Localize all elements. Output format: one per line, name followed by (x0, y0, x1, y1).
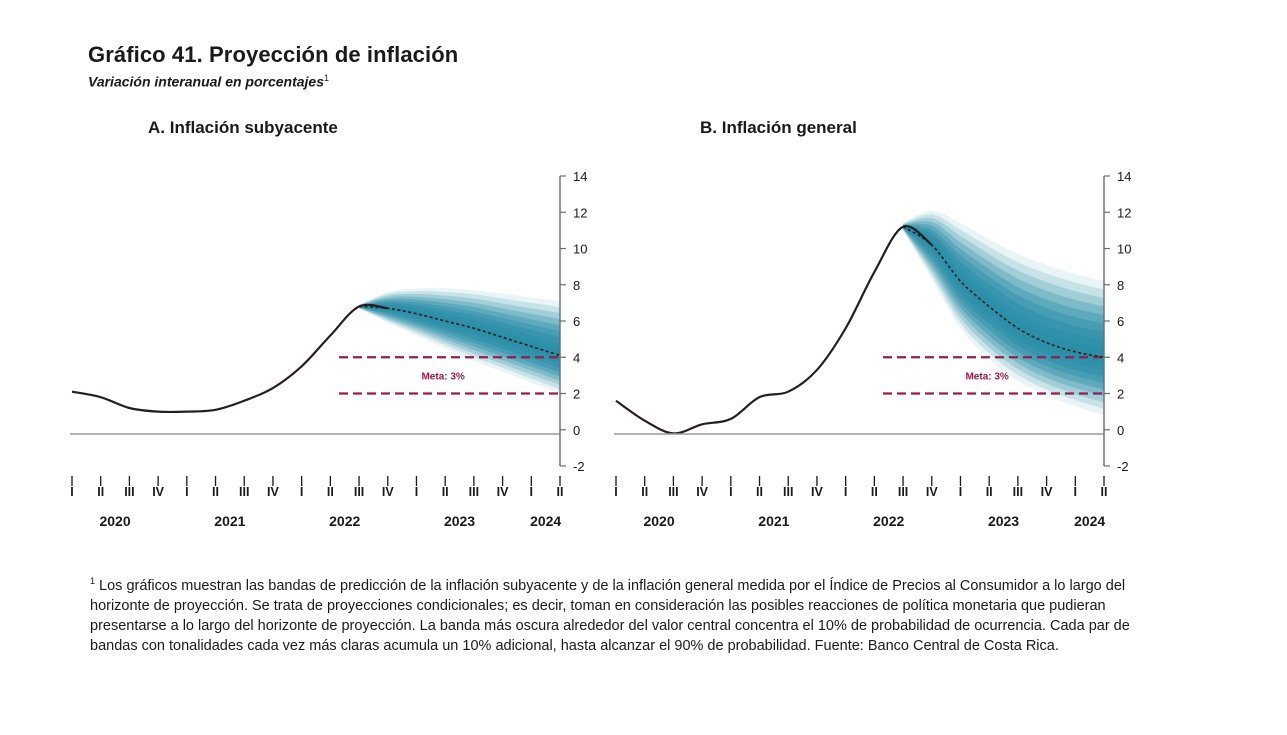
svg-text:I: I (614, 485, 618, 499)
svg-text:II: II (326, 485, 334, 499)
page-subtitle (88, 73, 329, 90)
svg-text:8: 8 (573, 277, 581, 293)
svg-text:12: 12 (573, 205, 588, 221)
svg-text:2020: 2020 (99, 513, 131, 529)
svg-text:IV: IV (811, 485, 823, 499)
svg-text:I: I (70, 485, 74, 499)
svg-text:0: 0 (573, 422, 581, 438)
svg-text:II: II (870, 485, 878, 499)
chart-b-x-axis-years (643, 513, 1105, 529)
chart-b-x-axis-ticks (614, 476, 1107, 500)
svg-text:III: III (668, 485, 679, 499)
svg-text:2020: 2020 (643, 513, 675, 529)
svg-text:I: I (185, 485, 189, 499)
svg-text:-2: -2 (573, 459, 585, 474)
svg-text:2023: 2023 (443, 513, 476, 529)
chart-a-svg (60, 160, 620, 540)
svg-text:2: 2 (573, 386, 581, 402)
panel-a-title: A. Inflación subyacente (148, 118, 338, 137)
svg-text:IV: IV (381, 485, 394, 499)
svg-text:4: 4 (1117, 350, 1125, 366)
svg-text:I: I (729, 485, 733, 499)
svg-text:IV: IV (696, 485, 709, 499)
chart-b-central-line (616, 226, 932, 433)
svg-text:II: II (441, 485, 449, 499)
svg-text:I: I (1073, 485, 1078, 499)
svg-text:2021: 2021 (214, 513, 246, 529)
svg-text:2: 2 (1117, 386, 1125, 402)
chart-b-bands (903, 210, 1104, 415)
svg-text:Meta: 3%: Meta: 3% (965, 371, 1009, 383)
svg-text:0: 0 (1117, 422, 1125, 438)
svg-text:10: 10 (1117, 241, 1132, 257)
svg-text:4: 4 (573, 350, 581, 366)
svg-text:2023: 2023 (987, 513, 1020, 529)
chart-a-x-axis-ticks (70, 476, 563, 500)
svg-text:III: III (1012, 485, 1024, 499)
svg-text:-2: -2 (1117, 459, 1129, 474)
svg-text:III: III (353, 485, 365, 499)
svg-text:2021: 2021 (758, 513, 790, 529)
figure-footnote (90, 575, 1170, 656)
svg-text:II: II (97, 485, 105, 499)
chart-a-x-axis-years (99, 513, 561, 529)
svg-text:II: II (1100, 485, 1108, 499)
chart-b-svg (604, 160, 1164, 540)
svg-text:6: 6 (1117, 314, 1125, 329)
chart-panel-b (604, 160, 1164, 540)
panel-b-title: B. Inflación general (700, 118, 857, 137)
svg-text:I: I (299, 485, 304, 499)
svg-text:II: II (212, 485, 220, 499)
svg-text:II: II (985, 485, 993, 499)
subtitle-text: Variación interanual en porcentajes (88, 73, 325, 90)
svg-text:III: III (897, 485, 909, 499)
svg-text:II: II (556, 485, 564, 499)
svg-text:6: 6 (573, 314, 581, 329)
svg-text:III: III (124, 485, 135, 499)
svg-text:I: I (843, 485, 848, 499)
svg-text:IV: IV (925, 485, 938, 499)
svg-text:IV: IV (152, 485, 165, 499)
svg-text:I: I (529, 485, 534, 499)
svg-text:2024: 2024 (1074, 513, 1106, 529)
svg-text:III: III (239, 485, 250, 499)
page-title: Gráfico 41. Proyección de inflación (88, 42, 459, 67)
svg-text:2022: 2022 (329, 513, 361, 529)
svg-text:I: I (958, 485, 963, 499)
svg-text:8: 8 (1117, 277, 1125, 293)
subtitle-footnote-marker: 1 (324, 73, 330, 83)
chart-a-central-line (72, 305, 388, 412)
svg-text:2024: 2024 (530, 513, 562, 529)
chart-a-y-axis-ticks (560, 169, 587, 474)
svg-text:III: III (468, 485, 480, 499)
svg-text:12: 12 (1117, 205, 1132, 221)
footnote-marker: 1 (90, 576, 96, 586)
svg-text:Meta: 3%: Meta: 3% (421, 371, 465, 383)
chart-panel-a (60, 160, 620, 540)
svg-text:IV: IV (496, 485, 509, 499)
svg-text:II: II (756, 485, 764, 499)
svg-text:I: I (414, 485, 419, 499)
svg-text:14: 14 (1117, 169, 1132, 184)
footnote-text: Los gráficos muestran las bandas de predicción de la inflación subyacente y de la inflación general medida por el Índice de Precios al Consumidor a lo largo del horizonte de proyección. Se trata de proyecciones condicionales; es decir, toman en consideración las posibles reacciones de política monetaria que pudieran presentarse a lo largo del horizonte de proyección. La banda más oscura alrededor del valor central concentra el 10% de probabilidad de ocurrencia. Cada par de bandas con tonalidades cada vez más claras acumula un 10% adicional, hasta alcanzar el 90% de probabilidad. Fuente: Banco Central de Costa Rica. (90, 577, 1130, 654)
svg-text:10: 10 (573, 241, 588, 257)
svg-text:II: II (641, 485, 649, 499)
svg-text:III: III (783, 485, 794, 499)
svg-text:IV: IV (1040, 485, 1053, 499)
svg-text:IV: IV (267, 485, 279, 499)
svg-text:2022: 2022 (873, 513, 905, 529)
svg-text:14: 14 (573, 169, 588, 184)
chart-b-y-axis-ticks (1104, 169, 1131, 474)
